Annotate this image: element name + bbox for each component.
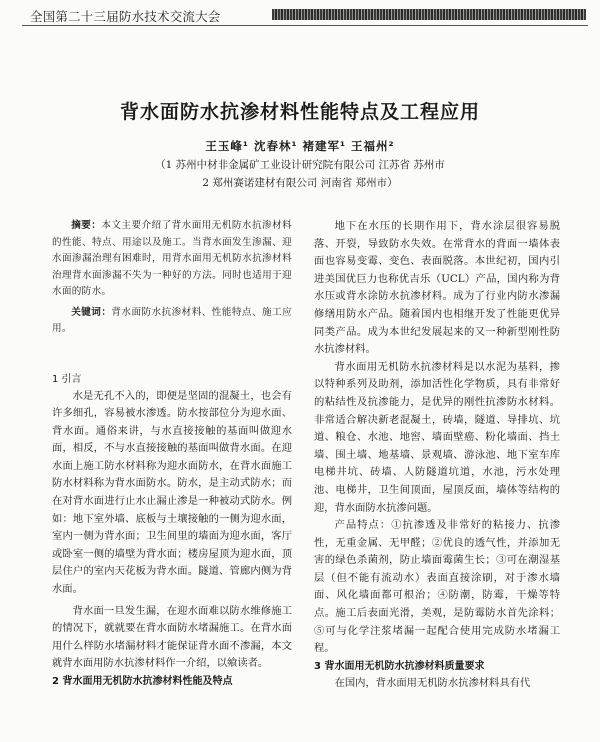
section-1-paragraph-1: 水是无孔不入的，即便是坚固的混凝土，也会有许多细孔，容易被水渗透。防水按部位分为迎水面、背水面。通俗来讲，与水直接接触的基面叫做迎水面，相反，不与水直接接触的基面叫做背水面。在迎水面上施工防水材料称为迎水面防水，在背水面施工防水材料称为背水面防水。防水，是主动式防水；而在对背水面进行止水止漏止渗是一种被动式防水。例如：地下室外墙、底板与土壤接触的一侧为迎水面，室内一侧为背水面；卫生间里的墙面为迎水面，客厅或卧室一侧的墙壁为背水面；楼房屋顶为迎水面，顶层住户的室内天花板为背水面。隧道、管廊内侧为背水面。 bbox=[52, 389, 292, 596]
header-decorative-bar bbox=[272, 9, 586, 20]
spacer bbox=[52, 338, 292, 371]
paper-authors: 王玉峰¹ 沈春林¹ 褚建军¹ 王福州² bbox=[205, 139, 395, 153]
keywords-paragraph bbox=[52, 305, 292, 338]
section-1-heading: 1 引言 bbox=[52, 373, 82, 385]
keywords-text: 背水面防水抗渗材料、性能特点、施工应用。 bbox=[52, 306, 293, 334]
section-3-heading: 3 背水面用无机防水抗渗材料质量要求 bbox=[314, 660, 485, 672]
right-column bbox=[314, 218, 560, 692]
section-1-paragraph-2: 背水面一旦发生漏，在迎水面难以防水维修施工的情况下，就就要在背水面防水堵漏施工。在背水面用什么样防水堵漏材料才能保证背水面不渗漏，本文就背水面用防水抗渗材料作一介绍，以飨读者。 bbox=[52, 604, 292, 670]
abstract-block bbox=[52, 218, 292, 338]
paper-title: 背水面防水抗渗材料性能特点及工程应用 bbox=[119, 101, 480, 123]
left-column bbox=[52, 218, 292, 690]
affiliation-2: 2 郑州赛诺建材有限公司 河南省 郑州市） bbox=[202, 177, 398, 189]
abstract-paragraph bbox=[52, 218, 292, 301]
conference-name: 全国第二十三届防水技术交流大会 bbox=[30, 9, 221, 24]
right-paragraph-1: 背水面用无机防水抗渗材料是以水泥为基料，掺以特种系列及助剂，添加活性化学物质，具有非常好的粘结性及抗渗能力，是优异的刚性抗渗防水材料。非常适合解决新老混凝土，砖墙，隧道、导排坑、坑道、粮仓、水池、地窖、墙面壁癌、粉化墙面、挡土墙、围土墙、地基墙、景观墙、游泳池、地下室车库电梯井坑、砖墙、人防隧道坑道，水池，污水处理池、电梯井，卫生间顶面，屋顶反面，墙体等结构的迎，背水面防水抗渗问题。 bbox=[314, 360, 560, 514]
right-paragraph-2: 产品特点：①抗渗透及非常好的粘接力、抗渗性，无重金属、无甲醛；②优良的透气性，并添加无害的绿色杀菌剂，防止墙面霉菌生长；③可在潮湿基层（但不能有流动水）表面直接涂刷，对于渗水墙面、风化墙面都可根治；④防潮，防霉，干燥等特点。施工后表面光滑，美观，是防霉防水首先涂料；⑤可与化学注浆堵漏一起配合使用完成防水堵漏工程。 bbox=[314, 519, 560, 655]
section-2-heading: 2 背水面用无机防水抗渗材料性能及特点 bbox=[52, 676, 233, 687]
keywords-label: 关键词： bbox=[71, 306, 112, 318]
right-paragraph-0: 地下在水压的长期作用下，背水涂层很容易脱落、开裂，导致防水失效。在常背水的背面一墙体表面也容易变霉、变色、表面脱落。本世纪初，国内引进美国优巨力也称优吉乐（UCL）产品，国内称为背水压或背水涂防水抗渗材料。成为了行业内防水渗漏修缮用防水产品。随着国内也相继开发了性能更优异同类产品。成为本世纪发展起来的又一种新型刚性防水抗渗材料。 bbox=[314, 220, 560, 356]
abstract-text: 本文主要介绍了背水面用无机防水抗渗材料的性能、特点、用途以及施工。当背水面发生渗漏、迎水面渗漏治理有困难时，用背水面用无机防水抗渗材料治理背水面渗漏不失为一种好的方法。同时也适用于迎水面的防水。 bbox=[52, 220, 293, 297]
header-rule bbox=[22, 25, 588, 26]
abstract-label: 摘要： bbox=[71, 220, 102, 231]
affiliation-1: （1 苏州中材非金属矿工业设计研究院有限公司 江苏省 苏州市 bbox=[155, 159, 445, 171]
section-3-paragraph-1: 在国内，背水面用无机防水抗渗材料具有代 bbox=[334, 676, 531, 689]
running-header bbox=[0, 0, 600, 26]
